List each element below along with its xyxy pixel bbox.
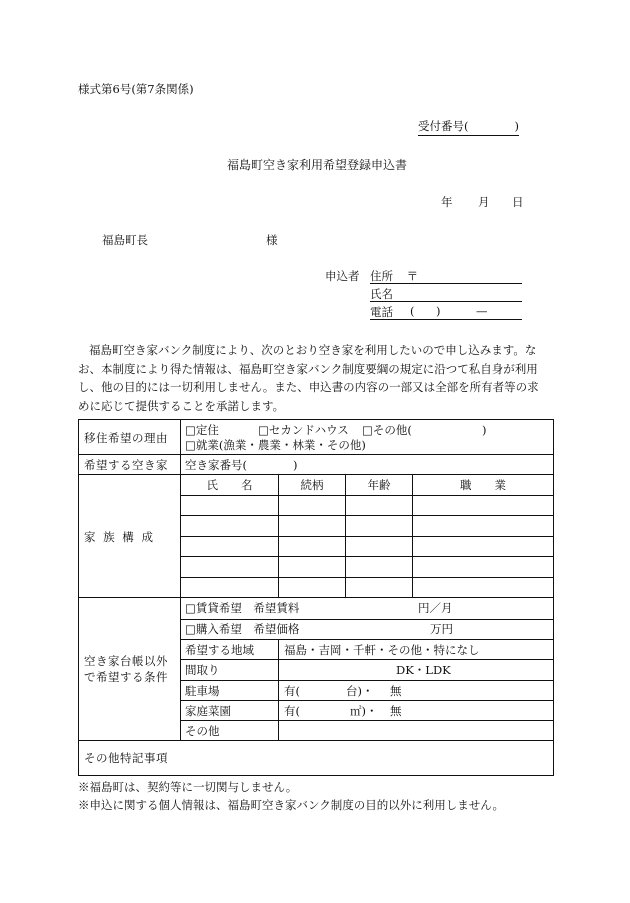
intro-line: し、他の目的には一切利用しません。また、申込書の内容の一部又は全部を所有者等の求 [78,380,539,394]
page-title: 福島町空き家利用希望登録申込書 [227,158,408,172]
phone-label: 電話 [370,305,393,319]
date-month: 月 [478,195,490,209]
family-header-name: 氏 名 [206,478,253,492]
reason-option-work[interactable]: □就業(漁業・農業・林業・その他) [185,438,366,452]
footnote: ※福島町は、契約等に一切関与しません。 [78,780,298,794]
garden-unit: ㎡)・ [350,704,378,718]
garden-no[interactable]: 無 [390,704,402,718]
reason-option-second-house[interactable]: □セカンドハウス [258,423,349,437]
garden-label: 家庭菜園 [185,704,231,718]
phone-dash: — [476,304,488,318]
parking-label: 駐車場 [185,684,220,698]
reason-option-other[interactable]: □その他( [362,423,412,437]
postal-mark: 〒 [406,269,419,283]
phone-close: ) [436,304,441,318]
intro-line: お、本制度により得た情報は、福島町空き家バンク制度要綱の規定に沿つて私自身が利用 [78,361,538,376]
honorific: 様 [266,233,278,247]
area-value[interactable]: 福島・吉岡・千軒・その他・特になし [284,643,480,657]
intro-line: 福島町空き家バンク制度により、次のとおり空き家を利用したいので申し込みます。な [89,343,537,357]
layout-value[interactable]: DK・LDK [396,663,451,677]
rent-unit: 円／月 [418,601,453,615]
name-label: 氏名 [370,287,393,301]
reason-option-settle[interactable]: □定住 [185,423,219,437]
house-number-field[interactable]: 空き家番号( ) [185,458,298,472]
layout-label: 間取り [185,663,220,677]
addressee: 福島町長 [102,233,148,247]
parking-unit: 台)・ [346,684,374,698]
form-number: 様式第6号(第7条関係) [78,82,194,96]
purchase-unit: 万円 [430,622,453,636]
parking-no[interactable]: 無 [390,684,402,698]
reason-option-other-close: ) [482,423,487,437]
date-year: 年 [441,195,453,209]
reason-label: 移住希望の理由 [84,431,168,445]
special-notes-label: その他特記事項 [84,751,168,765]
intro-line: めに応じて提供することを承諾します。 [78,398,285,413]
parking-yes[interactable]: 有( [284,684,300,698]
family-header-relation: 続柄 [300,478,324,492]
other-condition-label: その他 [185,724,220,738]
conditions-label-line2: で希望する条件 [84,670,168,684]
house-label: 希望する空き家 [84,458,168,472]
garden-yes[interactable]: 有( [284,704,300,718]
family-header-occupation: 職 業 [460,478,506,492]
purchase-option[interactable]: □購入希望 希望価格 [185,622,300,636]
area-label: 希望する地域 [185,643,254,657]
rent-option[interactable]: □賃貸希望 希望賃料 [185,601,300,615]
date-day: 日 [512,195,524,209]
phone-open: ( [410,304,415,318]
conditions-label-line1: 空き家台帳以外 [84,654,168,668]
applicant-label: 申込者 [325,269,360,283]
family-label: 家 族 構 成 [84,530,155,544]
family-header-age: 年齢 [367,478,391,492]
footnote: ※申込に関する個人情報は、福島町空き家バンク制度の目的以外に利用しません。 [78,798,504,812]
reception-number: 受付番号( ) [418,118,519,136]
address-label: 住所 [370,269,393,283]
